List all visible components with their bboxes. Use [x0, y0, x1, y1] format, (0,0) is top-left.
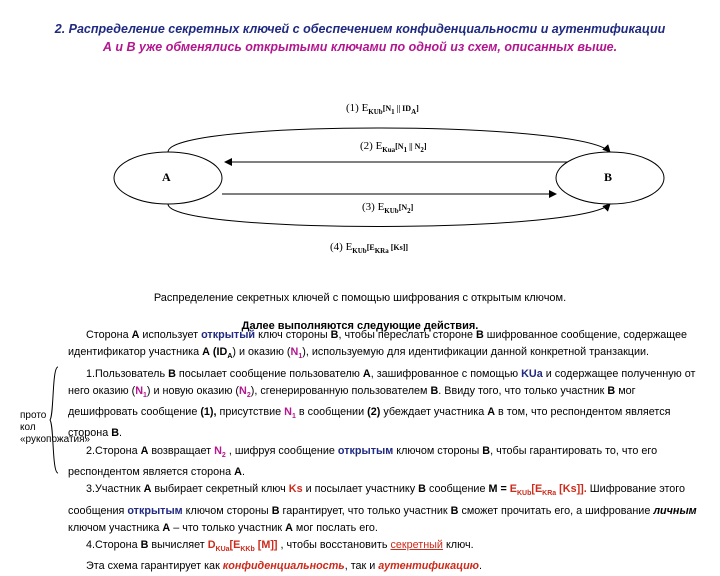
slide-subtitle: А и В уже обменялись открытыми ключами по одной из схем, описанных выше. [102, 40, 618, 54]
t: N [290, 346, 299, 359]
message-3-close: ] [410, 203, 414, 212]
t: . Ввиду того, что только участник [438, 384, 608, 397]
t: посылает сообщение пользователю [175, 367, 363, 380]
t: KUb [516, 490, 532, 498]
t: D [207, 539, 216, 552]
t: А [131, 329, 140, 341]
message-4-prefix: (4) E [330, 241, 353, 253]
t: KUa [215, 546, 230, 554]
t: E [509, 483, 517, 496]
t: В [418, 483, 426, 496]
t: вычисляет [148, 539, 208, 552]
t: , чтобы восстановить [277, 539, 391, 552]
t: N [239, 384, 247, 397]
t: , чтобы гарантировать то, что его респондентом является сторона [68, 444, 658, 479]
diagram-caption: Распределение секретных ключей с помощью шифрования с открытым ключом. [153, 292, 567, 304]
t: открытым [127, 504, 183, 517]
paragraph-step-1 [68, 366, 708, 443]
t: A [227, 353, 233, 361]
message-4-ks: [Ks]] [388, 243, 409, 252]
t: конфиденциальность [222, 560, 345, 573]
t: . [119, 427, 123, 440]
t: Шифрование этого сообщения [68, 483, 686, 517]
message-4-open: [E [366, 243, 375, 252]
message-3-open: [N [398, 203, 408, 212]
slide-title: 2. Распределение секретных ключей с обеспечением конфиденциальности и аутентификации [54, 22, 666, 36]
paragraph-step-4 [68, 537, 708, 558]
message-1-id: || ID [394, 104, 412, 113]
t: (ID [209, 346, 228, 359]
t: . [479, 560, 483, 573]
t: , зашифрованное с помощью [370, 367, 522, 380]
t: аутентификацию [378, 560, 480, 573]
t: [E [531, 483, 543, 496]
protocol-description [68, 327, 708, 576]
t: 2 [221, 451, 226, 459]
t: А [234, 466, 242, 479]
paragraph-conclusion [68, 558, 708, 575]
t: присутствие [216, 406, 285, 419]
t: В [140, 539, 149, 552]
t: [M]] [254, 539, 278, 552]
t: [Ks]]. [556, 483, 587, 496]
t: убеждает участника [380, 406, 488, 419]
t: ) и новую оказию ( [146, 384, 240, 397]
t: N [284, 406, 292, 419]
t: открытый [201, 329, 256, 341]
message-1-close: ] [416, 104, 419, 113]
t: А [362, 367, 371, 380]
message-1-open: [N [382, 104, 392, 113]
node-a-label: А [162, 170, 171, 184]
t: Эта схема гарантирует как [86, 560, 223, 573]
t: возвращает [148, 444, 215, 457]
t: . [241, 466, 245, 479]
t: ключ. [442, 539, 474, 552]
t: В [450, 504, 459, 517]
t: (2) [367, 406, 381, 419]
message-3 [362, 201, 413, 215]
node-b-label: В [604, 170, 613, 184]
t: 2.Сторона [86, 444, 141, 457]
t: 1 [291, 413, 296, 421]
t: N [214, 444, 222, 457]
t: В [271, 504, 280, 517]
t: мог дешифровать сообщение [68, 384, 636, 419]
t: секретный [390, 539, 443, 552]
t: личным [653, 504, 697, 517]
message-1-key: KUb [368, 108, 383, 117]
t: 2 [246, 391, 251, 399]
t: ), сгенерированную пользователем [250, 384, 431, 397]
t: А [285, 521, 293, 534]
message-4-inner-key: KRa [374, 247, 389, 256]
message-2-close: ] [423, 142, 427, 151]
message-1-prefix: (1) E [346, 102, 369, 114]
t: Сторона [86, 329, 132, 341]
message-3-prefix: (3) E [362, 201, 385, 213]
t: N [135, 384, 144, 397]
message-4 [330, 241, 408, 255]
message-2-key: Kua [382, 146, 396, 155]
t: В [330, 329, 339, 341]
t: В [607, 384, 616, 397]
t: А [140, 444, 149, 457]
t: и содержащее полученную от него оказию ( [68, 367, 696, 397]
t: (1), [200, 406, 217, 419]
t: 1.Пользователь [86, 367, 169, 380]
t: KKb [240, 546, 255, 554]
steps-heading: Далее выполняются следующие действия. [241, 320, 479, 332]
message-2-n1: 1 [403, 146, 408, 155]
side-brace [48, 365, 60, 475]
t: А [162, 521, 171, 534]
t: ключом стороны [182, 504, 272, 517]
message-2-prefix: (2) E [360, 140, 383, 152]
t: , так и [344, 560, 379, 573]
t: – что только участник [170, 521, 286, 534]
t: , шифруя сообщение [225, 444, 338, 457]
t: В [168, 367, 176, 380]
paragraph-step-2 [68, 443, 708, 482]
t: KRa [542, 490, 557, 498]
message-1-n: 1 [391, 108, 395, 117]
message-1-id-sub: A [411, 108, 417, 117]
t: ключом стороны [393, 444, 483, 457]
t: использует [139, 329, 202, 341]
t: 4.Сторона [86, 539, 141, 552]
t: сообщение [425, 483, 489, 496]
t: мог послать его. [292, 521, 378, 534]
message-3-n: 2 [407, 207, 411, 216]
paragraph-intro [68, 327, 708, 366]
t: ключ стороны [255, 329, 331, 341]
message-2 [360, 140, 427, 154]
t: ) и оказию ( [232, 346, 291, 359]
t: и посылает участнику [302, 483, 419, 496]
message-3-key: KUb [384, 207, 399, 216]
message-2-n2-sub: 2 [420, 146, 424, 155]
t: 1 [143, 391, 147, 399]
t: А [487, 406, 496, 419]
t: В [111, 427, 120, 440]
t: ), используемую для идентификации данной конкретной транзакции. [302, 346, 650, 359]
t: шифрованное сообщение, содержащее идентификатор участника [68, 329, 688, 359]
t: А [202, 346, 210, 359]
t: в сообщении [295, 406, 368, 419]
t: сможет прочитать его, а шифрование [458, 504, 654, 517]
t: 3.Участник [86, 483, 144, 496]
t: открытым [337, 444, 394, 457]
t: ключом участника [68, 521, 163, 534]
t: А [143, 483, 152, 496]
t: [E [229, 539, 241, 552]
message-2-n2: || N [407, 142, 421, 151]
t: в том, что респондентом является сторона [68, 406, 671, 440]
message-1 [346, 102, 419, 116]
t: В [475, 329, 484, 341]
handshake-side-note: прото кол «рукопожатия» [20, 410, 91, 445]
t: гарантирует, что только участник [279, 504, 451, 517]
message-4-key: KUb [352, 247, 367, 256]
message-2-open: [N [395, 142, 404, 151]
t: В [482, 444, 491, 457]
t: 1 [298, 353, 303, 361]
t: В [430, 384, 439, 397]
t: , чтобы переслать стороне [338, 329, 476, 341]
t: выбирает секретный ключ [151, 483, 289, 496]
t: M = [488, 483, 510, 496]
paragraph-step-3 [68, 481, 708, 537]
t: Ks [288, 483, 303, 496]
t: KUa [521, 367, 543, 380]
